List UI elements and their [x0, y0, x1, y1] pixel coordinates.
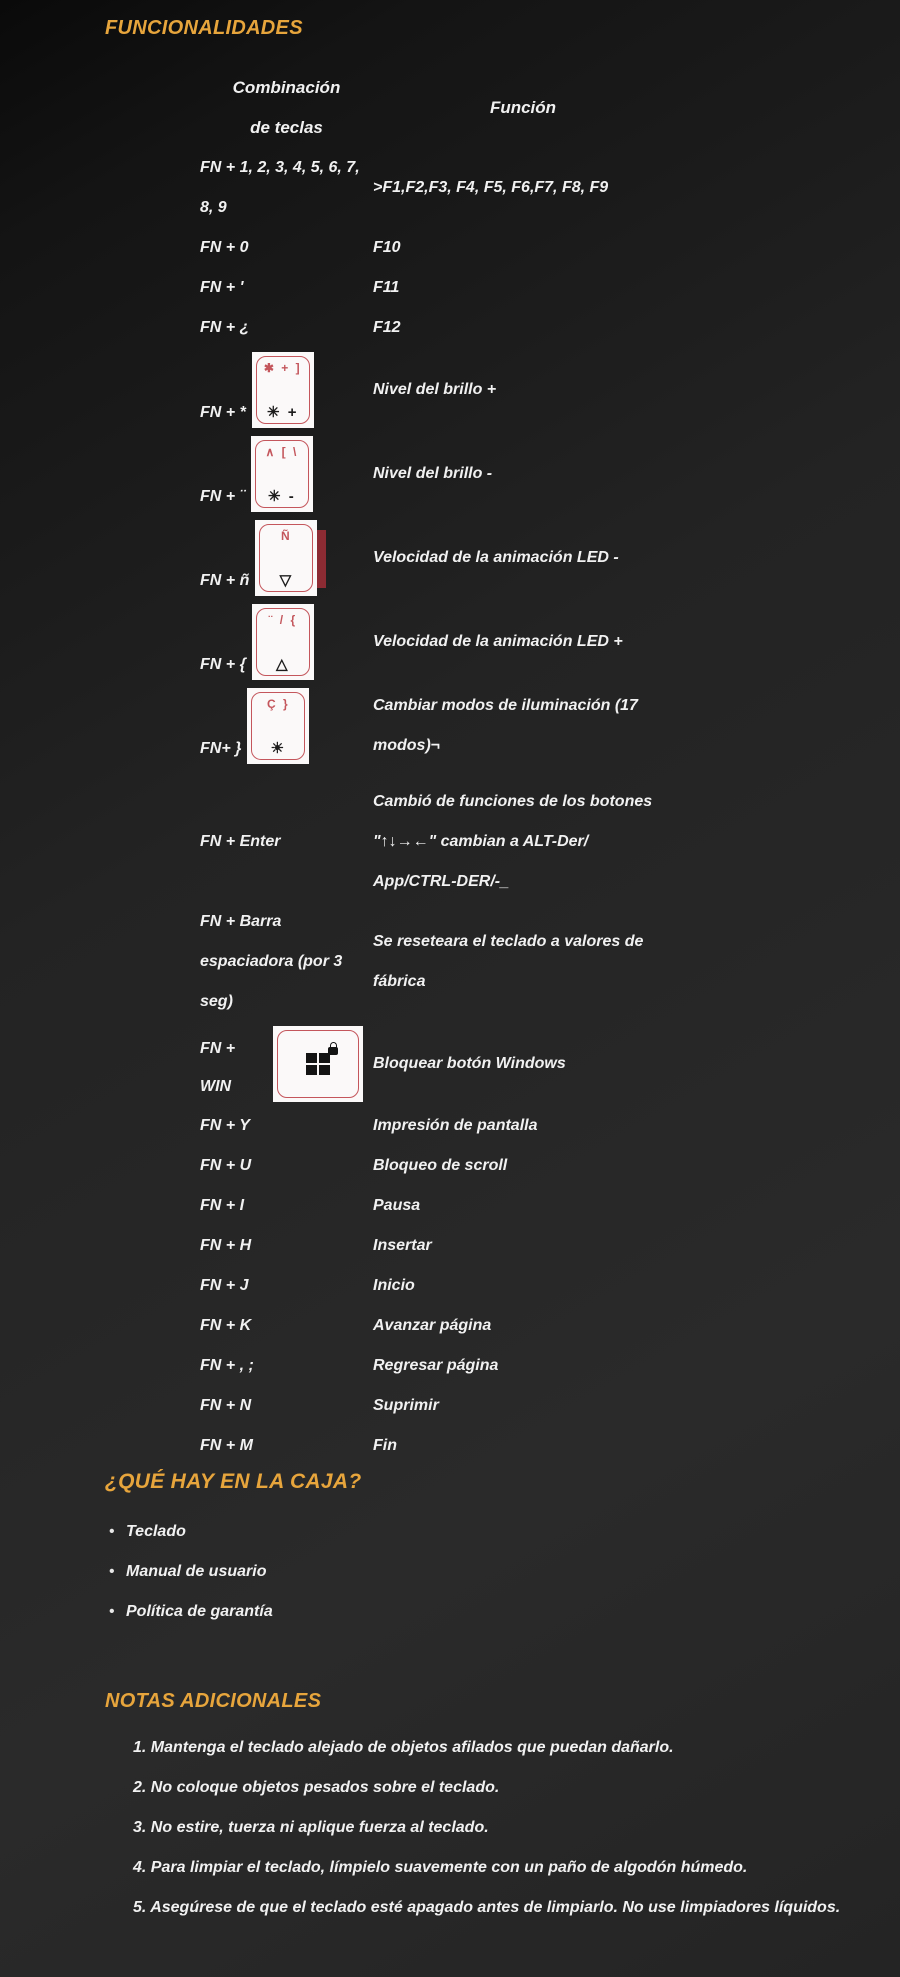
table-row — [200, 684, 700, 768]
note-list-item: Mantenga el teclado alejado de objetos afilados que puedan dañarlo. — [150, 1739, 674, 1756]
table-row — [200, 1306, 700, 1346]
table-row — [200, 228, 700, 268]
key-combination-label: FN + ¿ — [200, 319, 250, 336]
keycap-bottom-legend: ▽ — [279, 571, 294, 589]
function-cell — [373, 902, 673, 1022]
keycap-top-legend: Ñ — [281, 528, 292, 543]
key-combination-cell — [200, 1346, 373, 1386]
table-row — [200, 902, 700, 1022]
function-table-body — [200, 148, 700, 1466]
key-combination-label: FN + , ; — [200, 1357, 254, 1374]
function-cell — [373, 782, 673, 902]
table-row — [200, 1022, 700, 1106]
table-row — [200, 148, 700, 228]
function-cell — [373, 1386, 673, 1426]
additional-notes-title: NOTAS ADICIONALES — [105, 1690, 322, 1712]
key-combination-cell — [200, 684, 373, 768]
function-cell — [373, 600, 673, 684]
key-combination-cell — [200, 348, 373, 432]
keycap-top-legend: ∧ [ \ — [265, 444, 299, 459]
table-row — [200, 600, 700, 684]
note-list-item: Para limpiar el teclado, límpielo suavemente con un paño de algodón húmedo. — [150, 1859, 748, 1876]
function-label: Se reseteara el teclado a valores de fábrica — [373, 933, 644, 990]
keycap-top-legend: Ç } — [267, 696, 290, 711]
box-list-item: • Política de garantía — [105, 1592, 860, 1632]
key-combination-label: FN + H — [200, 1237, 252, 1254]
windows-lock-icon — [306, 1053, 330, 1075]
functionalities-title: FUNCIONALIDADES — [105, 17, 303, 39]
keycap-bottom-legend: ✳ - — [268, 487, 296, 505]
function-label: Fin — [373, 1437, 397, 1454]
key-combination-cell — [200, 1186, 373, 1226]
box-contents-list — [105, 1512, 860, 1632]
additional-notes-list — [105, 1728, 860, 1928]
key-combination-label: FN + I — [200, 1197, 245, 1214]
function-label: Cambió de funciones de los botones "↑↓→←" cambian a ALT-Der/ App/CTRL-DER/-_ — [373, 793, 653, 890]
table-row — [200, 1386, 700, 1426]
function-label: >F1,F2,F3, F4, F5, F6,F7, F8, F9 — [373, 179, 609, 196]
table-row — [200, 1426, 700, 1466]
function-cell — [373, 432, 673, 516]
table-row — [200, 308, 700, 348]
function-label: Pausa — [373, 1197, 421, 1214]
table-row — [200, 516, 700, 600]
key-combination-cell — [200, 268, 373, 308]
whats-in-the-box-title: ¿QUÉ HAY EN LA CAJA? — [105, 1470, 362, 1493]
function-label: Nivel del brillo - — [373, 465, 493, 482]
table-row — [200, 1346, 700, 1386]
function-cell — [373, 1306, 673, 1346]
function-label: Suprimir — [373, 1397, 439, 1414]
note-list-item: No coloque objetos pesados sobre el teclado. — [150, 1779, 500, 1796]
key-combination-label: FN + Y — [200, 1117, 250, 1134]
function-cell — [373, 1426, 673, 1466]
function-cell — [373, 1022, 673, 1106]
function-cell — [373, 268, 673, 308]
table-row — [200, 1106, 700, 1146]
key-combination-cell — [200, 1146, 373, 1186]
key-combination-cell — [200, 516, 373, 600]
function-cell — [373, 308, 673, 348]
table-row — [200, 1226, 700, 1266]
key-combination-cell — [200, 228, 373, 268]
keycap-top-legend: ✱ + ] — [263, 360, 302, 375]
key-combination-cell — [200, 782, 373, 902]
keycap-bottom-legend: ✳ + — [267, 403, 299, 421]
key-combination-cell — [200, 1306, 373, 1346]
key-combination-cell — [200, 1266, 373, 1306]
function-label: Velocidad de la animación LED + — [373, 633, 623, 650]
key-combination-cell — [200, 600, 373, 684]
key-combination-label: FN + J — [200, 1277, 249, 1294]
key-combination-label: FN + WIN — [200, 1040, 236, 1095]
key-combination-cell — [200, 1426, 373, 1466]
function-cell — [373, 1146, 673, 1186]
key-combination-label: FN + Enter — [200, 833, 281, 850]
key-combination-label: FN + 0 — [200, 239, 249, 256]
function-cell — [373, 684, 673, 768]
function-cell — [373, 1266, 673, 1306]
key-combination-cell — [200, 432, 373, 516]
function-cell — [373, 1226, 673, 1266]
table-row — [200, 348, 700, 432]
windows-lock-key-icon — [273, 1026, 363, 1102]
brightness-down-key-icon — [251, 436, 313, 512]
function-cell — [373, 516, 673, 600]
key-combination-label: FN + ñ — [200, 572, 250, 589]
function-cell — [373, 228, 673, 268]
key-combination-cell — [200, 1106, 373, 1146]
table-row — [200, 1186, 700, 1226]
key-combination-label: FN + N — [200, 1397, 252, 1414]
table-row — [200, 432, 700, 516]
note-list-item: Asegúrese de que el teclado esté apagado antes de limpiarlo. No use limpiadores líquidos. — [150, 1899, 841, 1916]
table-row — [200, 768, 700, 902]
note-list-item: No estire, tuerza ni aplique fuerza al teclado. — [150, 1819, 489, 1836]
key-combination-label: FN + { — [200, 656, 246, 673]
key-combination-cell — [200, 1386, 373, 1426]
function-cell — [373, 148, 673, 228]
light-modes-key-icon — [247, 688, 309, 764]
key-combination-label: FN + M — [200, 1437, 253, 1454]
function-label: Nivel del brillo + — [373, 381, 497, 398]
header-function: Función — [489, 98, 557, 117]
function-cell — [373, 1186, 673, 1226]
key-combination-label: FN + * — [200, 404, 246, 421]
function-label: Avanzar página — [373, 1317, 492, 1334]
function-cell — [373, 348, 673, 432]
function-label: Bloqueo de scroll — [373, 1157, 508, 1174]
table-row — [200, 268, 700, 308]
function-label: F12 — [373, 319, 401, 336]
key-combination-cell — [200, 308, 373, 348]
key-combination-label: FN + 1, 2, 3, 4, 5, 6, 7, 8, 9 — [200, 159, 360, 216]
key-combination-cell — [200, 1226, 373, 1266]
brightness-up-key-icon — [252, 352, 314, 428]
keycap-bottom-legend: △ — [276, 655, 290, 673]
keycap-bottom-legend: ☀ — [270, 739, 287, 757]
key-combination-cell — [200, 148, 373, 228]
keycap-top-legend: ¨ / { — [268, 612, 298, 627]
key-combination-label: FN + Barra espaciadora (por 3 seg) — [200, 913, 343, 1010]
function-label: F11 — [373, 279, 400, 296]
key-combination-label: FN + ' — [200, 279, 244, 296]
box-list-item: • Manual de usuario — [105, 1552, 860, 1592]
key-combination-label: FN + ¨ — [200, 488, 245, 505]
function-cell — [373, 1346, 673, 1386]
function-label: Cambiar modos de iluminación (17 modos)¬ — [373, 697, 638, 754]
keycap-red-strip — [317, 530, 326, 588]
key-combination-cell — [200, 1022, 373, 1106]
led-speed-up-key-icon — [252, 604, 314, 680]
function-label: Regresar página — [373, 1357, 499, 1374]
function-label: Velocidad de la animación LED - — [373, 549, 619, 566]
key-combination-label: FN + U — [200, 1157, 252, 1174]
table-row — [200, 1146, 700, 1186]
function-label: Bloquear botón Windows — [373, 1055, 566, 1072]
table-row — [200, 1266, 700, 1306]
box-list-item: • Teclado — [105, 1512, 860, 1552]
key-combination-cell — [200, 902, 373, 1022]
key-combination-label: FN + K — [200, 1317, 252, 1334]
function-label: Inicio — [373, 1277, 415, 1294]
key-combination-label: FN+ } — [200, 740, 242, 757]
function-label: Insertar — [373, 1237, 432, 1254]
function-table-header — [200, 68, 700, 148]
function-label: F10 — [373, 239, 401, 256]
function-cell — [373, 1106, 673, 1146]
function-label: Impresión de pantalla — [373, 1117, 538, 1134]
function-table — [200, 68, 700, 1466]
led-speed-down-key-icon — [255, 520, 317, 596]
header-key-combination: Combinación de teclas — [232, 78, 341, 137]
